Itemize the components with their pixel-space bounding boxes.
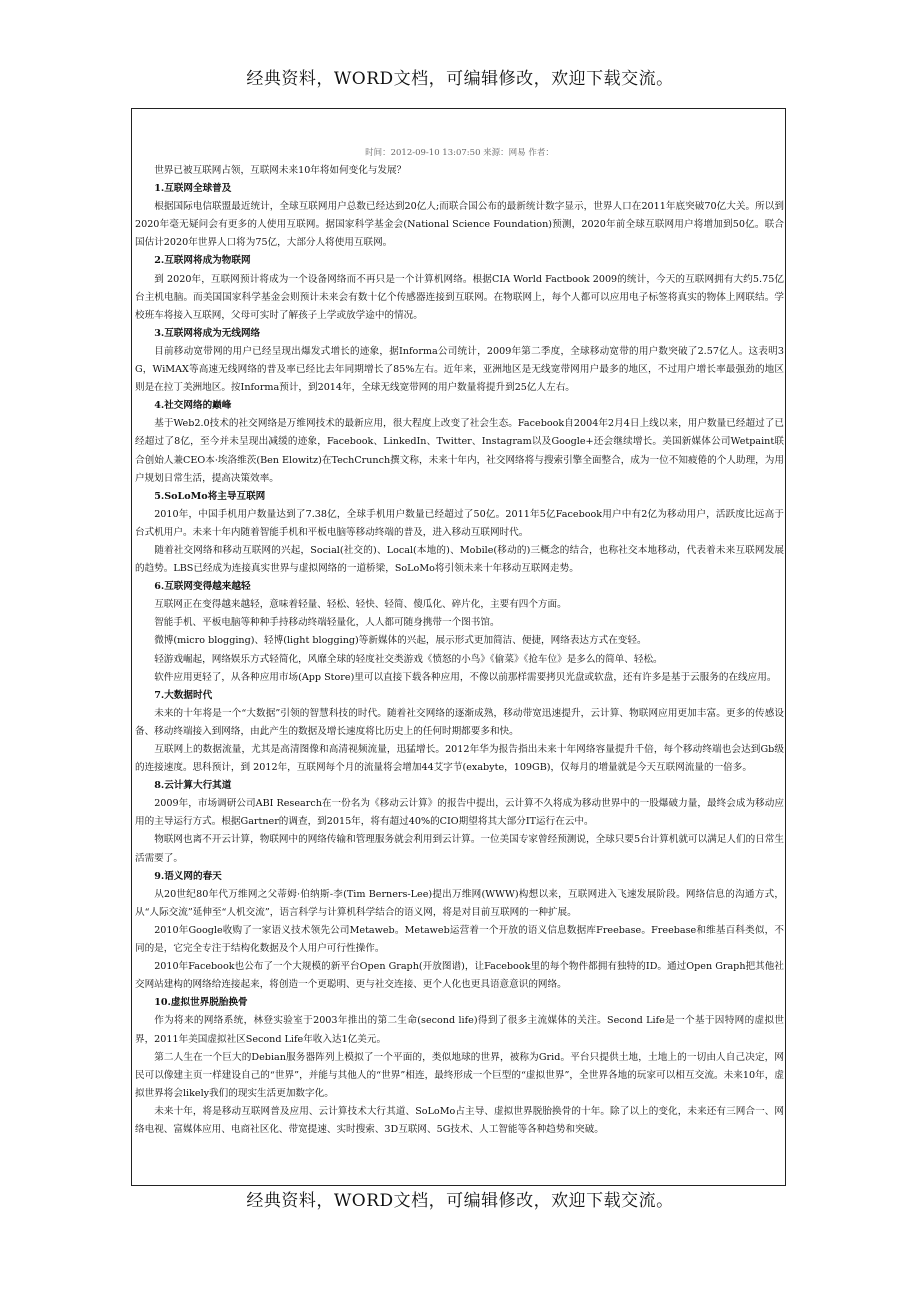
paragraph: 未来的十年将是一个“大数据”引领的智慧科技的时代。随着社交网络的逐渐成熟，移动带宽迅速提升，云计算、物联网应用更加丰富。更多的传感设备、移动终端接入到网络，由此产生的数据及增长速度将比历史上的任何时期都要多和快。: [135, 707, 784, 737]
article-meta: 时间：2012-09-10 13:07:50 来源：网易 作者：: [365, 148, 554, 158]
paragraph: 软件应用更轻了，从各种应用市场(App Store)里可以直接下载各种应用，不像以前那样需要拷贝光盘或软盘，还有许多是基于云服务的在线应用。: [154, 671, 777, 683]
paragraph: 微博(micro blogging)、轻博(light blogging)等新媒体的兴起，展示形式更加简洁、便捷，网络表达方式在变轻。: [154, 635, 647, 647]
paragraph: 基于Web2.0技术的社交网络是万维网技术的最新应用，很大程度上改变了社会生态。Facebook自2004年2月4日上线以来，用户数量已经超过了已经超过了8亿，至今并未呈现出减缓的迹象，Facebook、LinkedIn、Twitter、Instagram以及Google+还会继续增长。美国新媒体公司Wetpaint联合创始人兼CEO本·埃洛维茨(Ben Elowitz)在TechCrunch撰文称，未来十年内，社交网络将与搜索引擎全面整合，成为一位不知疲倦的个人助理，为用户规划日常生活，提高决策效率。: [135, 418, 784, 484]
section-heading-10: 10.虚拟世界脱胎换骨: [154, 997, 248, 1009]
paragraph: 2010年Facebook也公布了一个大规模的新平台Open Graph(开放图谱)，让Facebook里的每个物件都拥有独特的ID。通过Open Graph把其他社交网站建构的网络给连接起来，将创造一个更聪明、更与社交连接、更个人化也更具语意意识的网络。: [135, 961, 784, 991]
header-banner: 经典资料，WORD文档，可编辑修改，欢迎下载交流。: [246, 69, 674, 89]
paragraph: 互联网正在变得越来越轻，意味着轻量、轻松、轻快、轻简、傻瓜化、碎片化，主要有四个方面。: [154, 599, 567, 611]
section-heading-2: 2.互联网将成为物联网: [154, 255, 251, 267]
article-intro: 世界已被互联网占领，互联网未来10年将如何变化与发展？: [154, 165, 407, 176]
paragraph: 2009年，市场调研公司ABI Research在一份名为《移动云计算》的报告中提出，云计算不久将成为移动世界中的一股爆破力量，最终会成为移动应用的主导运行方式。根据Gartner的调查，到2015年，将有超过40%的CIO期望将其大部分IT运行在云中。: [135, 798, 784, 828]
paragraph: 物联网也离不开云计算，物联网中的网络传输和管理服务就会利用到云计算。一位美国专家曾经预测说，全球只要5台计算机就可以满足人们的日常生活需要了。: [135, 834, 784, 864]
paragraph: 从20世纪80年代万维网之父蒂姆·伯纳斯-李(Tim Berners-Lee)提出万维网(WWW)构想以来，互联网进入飞速发展阶段。网络信息的沟通方式，从“人际交流”延伸至“人机交流”，语言科学与计算机科学结合的语义网，将是对目前互联网的一种扩展。: [135, 888, 784, 918]
section-heading-6: 6.互联网变得越来越轻: [154, 581, 251, 593]
paragraph: 智能手机、平板电脑等种种手持移动终端轻量化，人人都可随身携带一个图书馆。: [154, 617, 500, 629]
paragraph: 到 2020年，互联网预计将成为一个设备网络而不再只是一个计算机网络。根据CIA World Factbook 2009的统计，今天的互联网拥有大约5.75亿台主机电脑。而美国国家科学基金会则预计未来会有数十亿个传感器连接到互联网。在物联网上，每个人都可以应用电子标签将真实的物体上网联结。学校班车将接入互联网，父母可实时了解孩子上学或放学途中的情况。: [135, 273, 784, 321]
paragraph: 第二人生在一个巨大的Debian服务器阵列上模拟了一个平面的，类似地球的世界，被称为Grid。平台只提供土地，土地上的一切由人自己决定，网民可以像建主页一样建设自己的“世界”，并能与其他人的“世界”相连，最终形成一个巨型的“虚拟世界”，全世界各地的玩家可以相互交流。未来10年，虚拟世界将会likely我们的现实生活更加数字化。: [135, 1051, 784, 1099]
section-heading-1: 1.互联网全球普及: [154, 183, 232, 195]
section-heading-8: 8.云计算大行其道: [154, 780, 232, 792]
section-heading-9: 9.语义网的春天: [154, 870, 222, 882]
paragraph: 未来十年，将是移动互联网普及应用、云计算技术大行其道、SoLoMo占主导、虚拟世界脱胎换骨的十年。除了以上的变化，未来还有三网合一、网络电视、富媒体应用、电商社区化、带宽提速、实时搜索、3D互联网、5G技术、人工智能等各种趋势和突破。: [135, 1105, 784, 1135]
section-heading-7: 7.大数据时代: [154, 689, 213, 701]
paragraph: 轻游戏崛起，网络娱乐方式轻简化，风靡全球的轻度社交类游戏《愤怒的小鸟》《偷菜》《抢车位》是多么的简单、轻松。: [154, 653, 663, 665]
paragraph: 目前移动宽带网的用户已经呈现出爆发式增长的迹象，据Informa公司统计，2009年第二季度，全球移动宽带的用户数突破了2.57亿人。这表明3G，WiMAX等高速无线网络的普及率已经比去年同期增长了85%左右。近年来，亚洲地区是无线宽带网用户最多的地区，不过用户增长率最强劲的地区则是在拉丁美洲地区。按Informa预计，到2014年，全球无线宽带网的用户数量将提升到25亿人左右。: [135, 345, 784, 394]
section-heading-3: 3.互联网将成为无线网络: [154, 327, 261, 339]
footer-banner: 经典资料，WORD文档，可编辑修改，欢迎下载交流。: [246, 1191, 674, 1211]
paragraph: 根据国际电信联盟最近统计，全球互联网用户总数已经达到20亿人;而联合国公布的最新统计数字显示，世界人口在2011年底突破70亿大关。所以到2020年毫无疑问会有更多的人使用互联网。据国家科学基金会(National Science Foundation)预测，2020年前全球互联网用户将增加到50亿。联合国估计2020年世界人口将为75亿，大部分人将使用互联网。: [135, 201, 784, 249]
document-frame: [131, 108, 786, 1186]
paragraph: 作为将来的网络系统，林登实验室于2003年推出的第二生命(second life)得到了很多主流媒体的关注。Second Life是一个基于因特网的虚拟世界，2011年美国虚拟社区Second Life年收入达1亿美元。: [135, 1015, 784, 1045]
paragraph: 互联网上的数据流量，尤其是高清图像和高清视频流量，迅猛增长。2012年华为报告指出未来十年网络容量提升千倍，每个移动终端也会达到Gb级的连接速度。思科预计，到 2012年，互联网每个月的流量将会增加44艾字节(exabyte，109GB)，仅每月的增量就是今天互联网流量的一倍多。: [135, 744, 784, 774]
section-heading-4: 4.社交网络的巅峰: [154, 400, 232, 412]
paragraph: 2010年Google收购了一家语义技术领先公司Metaweb。Metaweb运营着一个开放的语义信息数据库Freebase。Freebase和维基百科类似，不同的是，它完全专注于结构化数据及个人用户可行性操作。: [135, 924, 784, 955]
paragraph: 随着社交网络和移动互联网的兴起，Social(社交的)、Local(本地的)、Mobile(移动的)三概念的结合，也称社交本地移动，代表着未来互联网发展的趋势。LBS已经成为连接真实世界与虚拟网络的一道桥梁，SoLoMo将引领未来十年移动互联网走势。: [135, 544, 784, 575]
section-heading-5: 5.SoLoMo将主导互联网: [154, 490, 266, 502]
article-body: [135, 147, 784, 1139]
paragraph: 2010年，中国手机用户数量达到了7.38亿，全球手机用户数量已经超过了50亿。2011年5亿Facebook用户中有2亿为移动用户，活跃度比远高于台式机用户。未来十年内随着智能手机和平板电脑等移动终端的普及，进入移动互联网时代。: [135, 508, 784, 538]
